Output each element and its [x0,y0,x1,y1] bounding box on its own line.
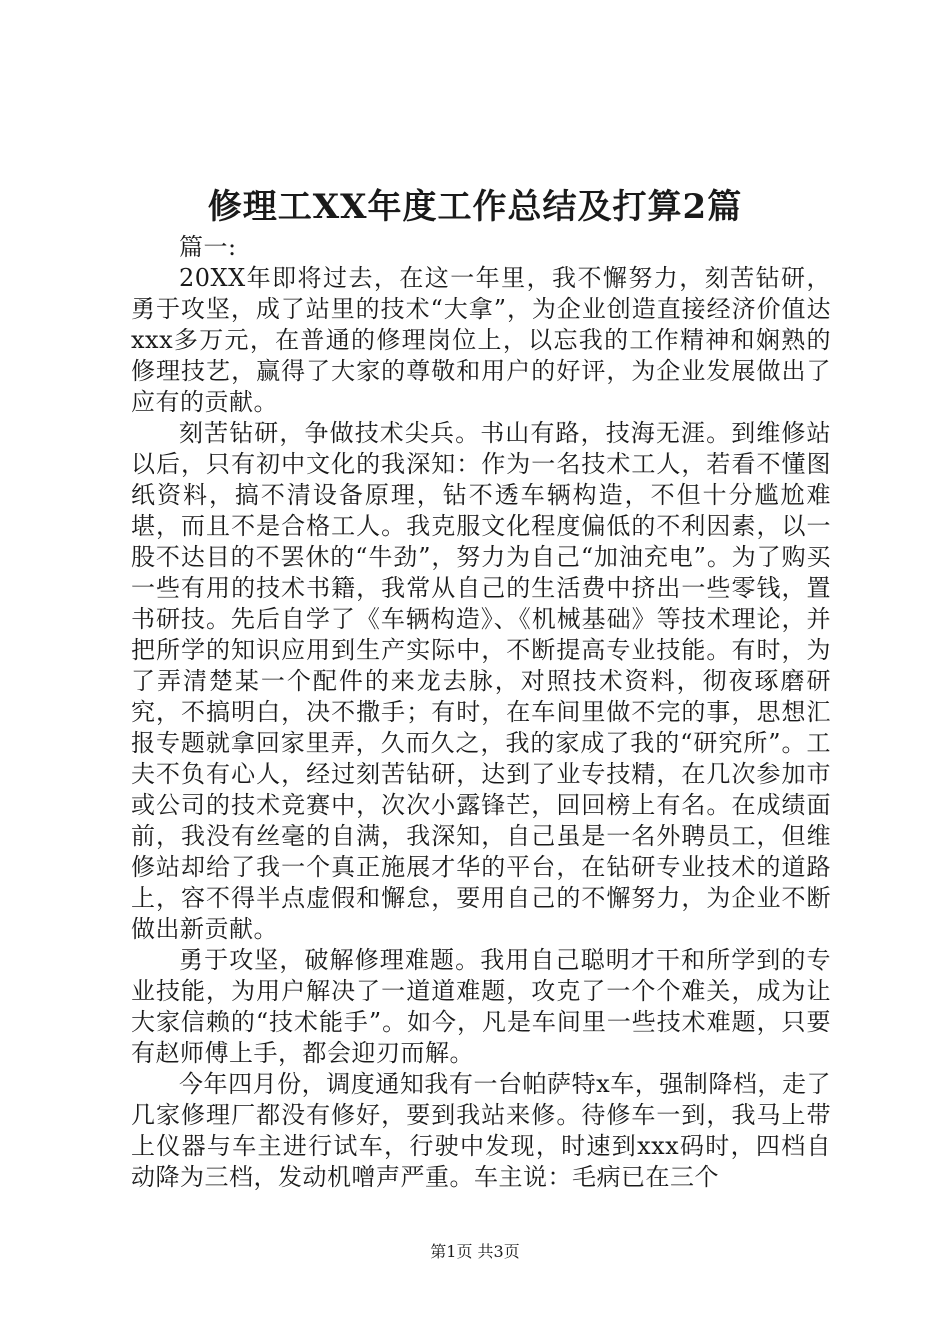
paragraph: 勇于攻坚，破解修理难题。我用自己聪明才干和所学到的专业技能，为用户解决了一道道难题，攻克了一个个难关，成为让大家信赖的“技术能手”。如今，凡是车间里一些技术难题，只要有赵师傅上手，都会迎刃而解。 [131,946,831,1067]
paragraph: 20XX年即将过去，在这一年里，我不懈努力，刻苦钻研，勇于攻坚，成了站里的技术“大拿”，为企业创造直接经济价值达xxx多万元，在普通的修理岗位上，以忘我的工作精神和娴熟的修理技艺，赢得了大家的尊敬和用户的好评，为企业发展做出了应有的贡献。 [131,264,831,416]
document-title: 修理工XX年度工作总结及打算2篇 [207,187,743,227]
paragraph: 刻苦钻研，争做技术尖兵。书山有路，技海无涯。到维修站以后，只有初中文化的我深知：作为一名技术工人，若看不懂图纸资料，搞不清设备原理，钻不透车辆构造，不但十分尴尬难堪，而且不是合格工人。我克服文化程度偏低的不利因素，以一股不达目的不罢休的“牛劲”，努力为自己“加油充电”。为了购买一些有用的技术书籍，我常从自己的生活费中挤出一些零钱，置书研技。先后自学了《车辆构造》、《机械基础》等技术理论，并把所学的知识应用到生产实际中，不断提高专业技能。有时，为了弄清楚某一个配件的来龙去脉，对照技术资料，彻夜琢磨研究，不搞明白，决不撒手；有时，在车间里做不完的事，思想汇报专题就拿回家里弄，久而久之，我的家成了我的“研究所”。工夫不负有心人，经过刻苦钻研，达到了业专技精，在几次参加市或公司的技术竞赛中，次次小露锋芒，回回榜上有名。在成绩面前，我没有丝毫的自满，我深知，自己虽是一名外聘员工，但维修站却给了我一个真正施展才华的平台，在钻研专业技术的道路上，容不得半点虚假和懈怠，要用自己的不懈努力，为企业不断做出新贡献。 [131,419,831,943]
paragraph: 今年四月份，调度通知我有一台帕萨特x车，强制降档，走了几家修理厂都没有修好，要到我站来修。待修车一到，我马上带上仪器与车主进行试车，行驶中发现，时速到xxx码时，四档自动降为三档，发动机噌声严重。车主说：毛病已在三个 [131,1070,831,1191]
page-number-footer: 第1页 共3页 [430,1242,520,1261]
document-body [131,232,831,1193]
section-label: 篇一: [179,233,237,261]
